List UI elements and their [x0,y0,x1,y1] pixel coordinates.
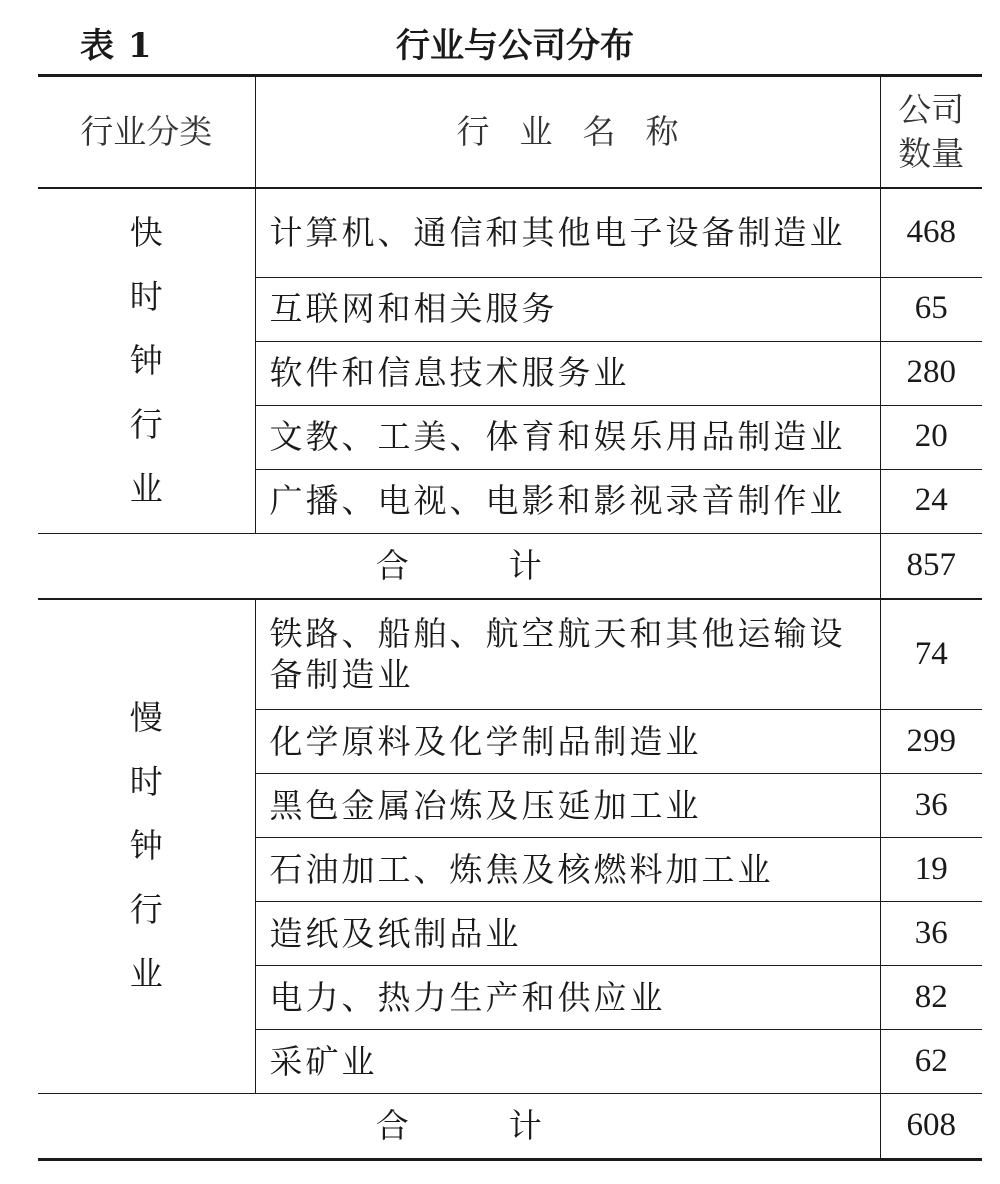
company-count: 468 [880,188,982,277]
total-row [38,533,982,599]
industry-name: 采矿业 [255,1030,880,1094]
table-label: 表 1 [80,26,153,66]
industry-name: 电力、热力生产和供应业 [255,966,880,1030]
table-row [38,188,982,277]
industry-name: 造纸及纸制品业 [255,902,880,966]
company-count: 20 [880,405,982,469]
header-name: 行业名称 [255,76,880,189]
industry-name: 化学原料及化学制品制造业 [255,710,880,774]
industry-name: 计算机、通信和其他电子设备制造业 [255,188,880,277]
total-count: 608 [880,1094,982,1160]
company-count: 299 [880,710,982,774]
table-header-row [38,76,982,189]
company-count: 280 [880,341,982,405]
company-count: 36 [880,902,982,966]
table-row [38,599,982,710]
industry-name: 石油加工、炼焦及核燃料加工业 [255,838,880,902]
company-count: 19 [880,838,982,902]
company-count: 24 [880,469,982,533]
table-title: 行业与公司分布 [396,26,634,66]
category-cell: 快时钟行业 [38,188,255,533]
category-cell: 慢时钟行业 [38,599,255,1094]
industry-name: 软件和信息技术服务业 [255,341,880,405]
industry-name: 互联网和相关服务 [255,277,880,341]
company-count: 36 [880,774,982,838]
header-category: 行业分类 [38,76,255,189]
industry-name: 铁路、船舶、航空航天和其他运输设备制造业 [255,599,880,710]
industry-name: 文教、工美、体育和娱乐用品制造业 [255,405,880,469]
industry-name: 广播、电视、电影和影视录音制作业 [255,469,880,533]
industry-name: 黑色金属冶炼及压延加工业 [255,774,880,838]
header-count: 公司数量 [880,76,982,189]
total-row [38,1094,982,1160]
company-count: 82 [880,966,982,1030]
total-count: 857 [880,533,982,599]
company-count: 74 [880,599,982,710]
industry-table [38,74,982,1161]
company-count: 65 [880,277,982,341]
total-label: 合计 [38,533,880,599]
total-label: 合计 [38,1094,880,1160]
company-count: 62 [880,1030,982,1094]
